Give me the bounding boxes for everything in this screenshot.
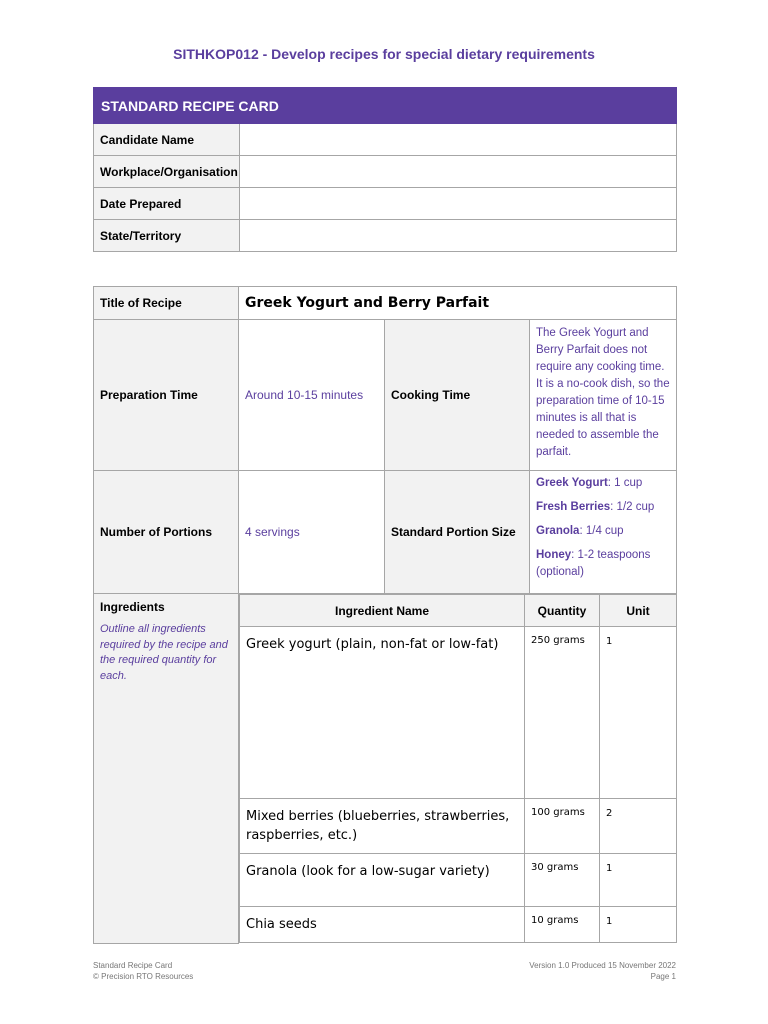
recipe-details-table — [93, 286, 677, 944]
portion-item: Fresh Berries: 1/2 cup — [536, 501, 655, 513]
portion-item: Granola: 1/4 cup — [536, 525, 624, 537]
cooking-time-label: Cooking Time — [385, 320, 530, 471]
ingredients-label-cell — [94, 594, 239, 944]
unit-header: Unit — [600, 595, 677, 627]
card-row-state — [94, 220, 677, 252]
ingredient-name: Greek yogurt (plain, non-fat or low-fat) — [240, 627, 525, 799]
footer-doc-name: Standard Recipe Card — [93, 961, 173, 970]
ingredient-name: Granola (look for a low-sugar variety) — [240, 854, 525, 907]
card-row-workplace — [94, 156, 677, 188]
ingredient-row — [240, 854, 677, 907]
standard-recipe-card-table — [93, 87, 677, 252]
preparation-time-value: Around 10-15 minutes — [239, 320, 385, 471]
date-prepared-field[interactable] — [240, 188, 677, 220]
ingredients-header-row — [240, 595, 677, 627]
standard-portion-size-list — [530, 471, 677, 594]
footer-page-number: Page 1 — [650, 972, 676, 981]
footer-right — [529, 960, 676, 982]
workplace-field[interactable] — [240, 156, 677, 188]
ingredients-row — [94, 594, 677, 944]
ingredient-unit: 2 — [600, 799, 677, 854]
number-of-portions-value: 4 servings — [239, 471, 385, 594]
state-territory-field[interactable] — [240, 220, 677, 252]
ingredients-note: Outline all ingredients required by the recipe and the required quantity for each. — [100, 623, 228, 682]
ingredient-unit: 1 — [600, 854, 677, 907]
portion-item: Greek Yogurt: 1 cup — [536, 477, 643, 489]
portions-row — [94, 471, 677, 594]
ingredient-name: Chia seeds — [240, 907, 525, 943]
page-title: SITHKOP012 - Develop recipes for special dietary requirements — [173, 46, 595, 62]
card-row-date-prepared — [94, 188, 677, 220]
candidate-name-label: Candidate Name — [94, 124, 240, 156]
ingredient-unit: 1 — [600, 627, 677, 799]
ingredient-quantity: 100 grams — [525, 799, 600, 854]
date-prepared-label: Date Prepared — [94, 188, 240, 220]
preparation-time-label: Preparation Time — [94, 320, 239, 471]
candidate-name-field[interactable] — [240, 124, 677, 156]
footer-version: Version 1.0 Produced 15 November 2022 — [529, 961, 676, 970]
ingredients-label: Ingredients — [100, 600, 165, 614]
ingredient-row — [240, 799, 677, 854]
recipe-title-label: Title of Recipe — [94, 287, 239, 320]
ingredients-list-cell — [239, 594, 677, 944]
state-territory-label: State/Territory — [94, 220, 240, 252]
ingredient-quantity: 30 grams — [525, 854, 600, 907]
quantity-header: Quantity — [525, 595, 600, 627]
ingredient-name: Mixed berries (blueberries, strawberries, raspberries, etc.) — [240, 799, 525, 854]
ingredient-row — [240, 907, 677, 943]
recipe-title-row — [94, 287, 677, 320]
ingredient-row — [240, 627, 677, 799]
workplace-label: Workplace/Organisation — [94, 156, 240, 188]
card-row-candidate-name — [94, 124, 677, 156]
portion-item: Honey: 1-2 teaspoons (optional) — [536, 549, 651, 578]
ingredient-quantity: 10 grams — [525, 907, 600, 943]
footer-left — [93, 960, 193, 982]
ingredient-quantity: 250 grams — [525, 627, 600, 799]
ingredient-unit: 1 — [600, 907, 677, 943]
recipe-title-value: Greek Yogurt and Berry Parfait — [239, 287, 677, 320]
time-row — [94, 320, 677, 471]
card-header: STANDARD RECIPE CARD — [94, 88, 677, 124]
footer-copyright: © Precision RTO Resources — [93, 972, 194, 981]
number-of-portions-label: Number of Portions — [94, 471, 239, 594]
cooking-time-value: The Greek Yogurt and Berry Parfait does not require any cooking time. It is a no-cook dish, so the preparation time of 10-15 minutes is all that is needed to assemble the parfait. — [530, 320, 677, 471]
ingredients-table — [239, 594, 677, 943]
standard-portion-size-label: Standard Portion Size — [385, 471, 530, 594]
ingredient-name-header: Ingredient Name — [240, 595, 525, 627]
